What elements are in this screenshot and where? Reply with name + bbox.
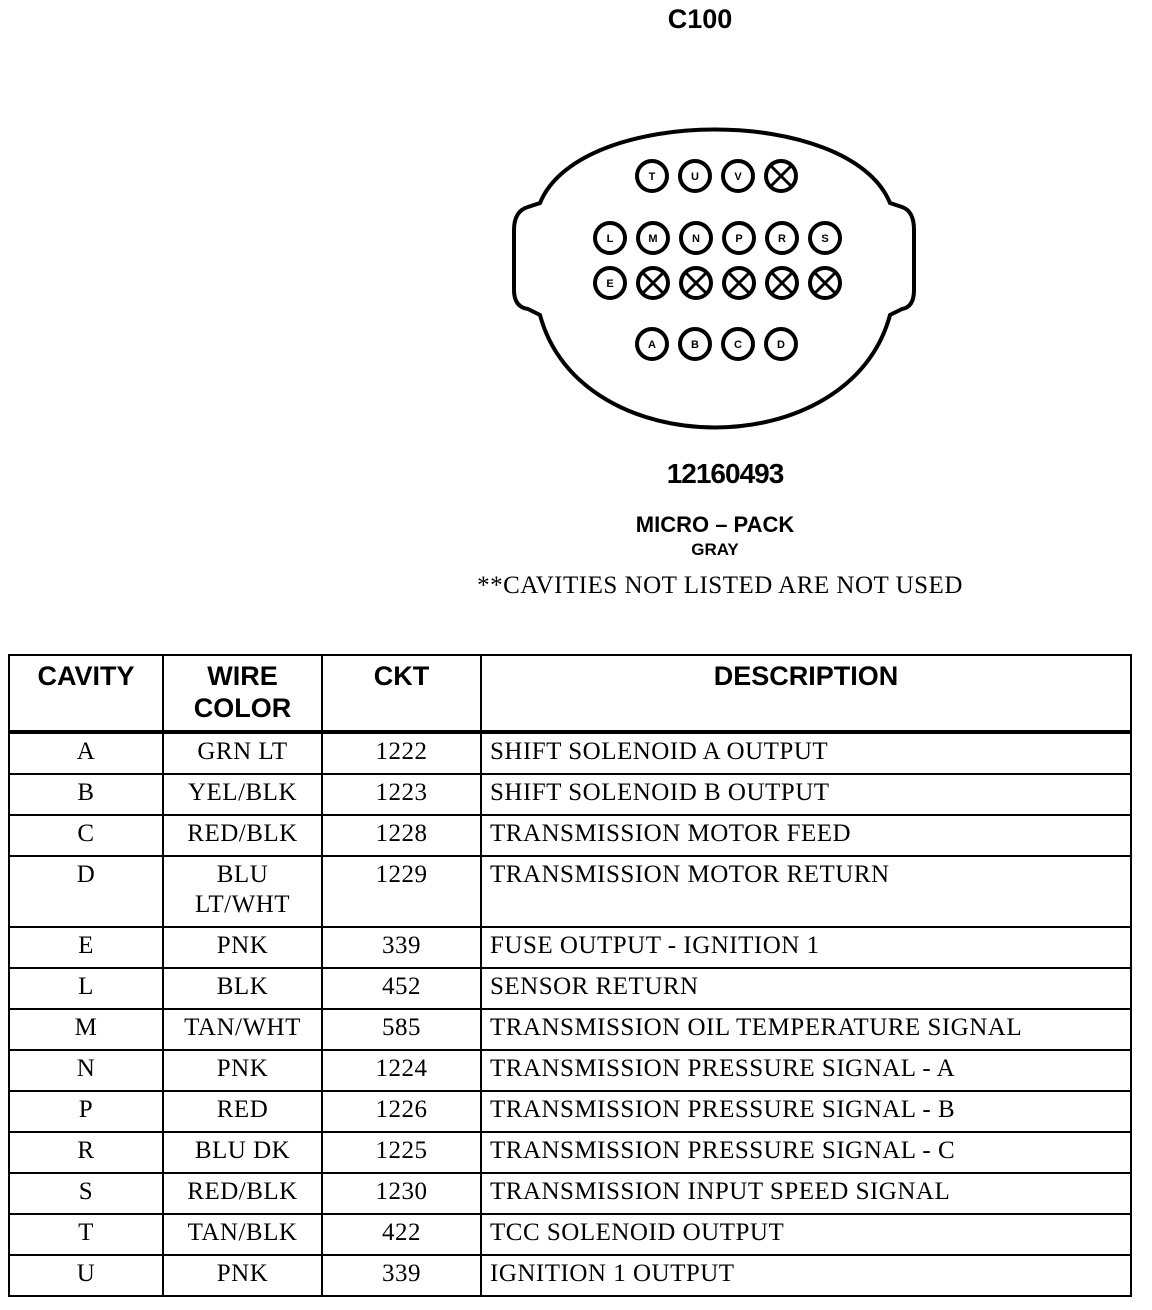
pin-label: N bbox=[692, 233, 700, 245]
pin-label: E bbox=[606, 278, 614, 290]
wire-color-cell: GRN LT bbox=[163, 732, 322, 774]
wire-color-cell: BLU DK bbox=[163, 1132, 322, 1173]
connector-color: GRAY bbox=[691, 540, 739, 559]
table-header-row bbox=[9, 655, 1131, 732]
cavity-cell: N bbox=[9, 1050, 163, 1091]
pin-grid bbox=[595, 161, 840, 359]
wire-color-cell: BLU LT/WHT bbox=[163, 856, 322, 927]
pin-label: P bbox=[735, 233, 743, 245]
wire-color-cell: TAN/WHT bbox=[163, 1009, 322, 1050]
cavity-cell: A bbox=[9, 732, 163, 774]
description-cell: TRANSMISSION PRESSURE SIGNAL - B bbox=[481, 1091, 1131, 1132]
table-row bbox=[9, 968, 1131, 1009]
ckt-cell: 422 bbox=[322, 1214, 481, 1255]
pin-label: U bbox=[691, 171, 699, 183]
cavity-cell: R bbox=[9, 1132, 163, 1173]
description-cell: TRANSMISSION OIL TEMPERATURE SIGNAL bbox=[481, 1009, 1131, 1050]
description-cell: SENSOR RETURN bbox=[481, 968, 1131, 1009]
header-color: COLOR bbox=[193, 693, 292, 723]
connector-outline bbox=[514, 130, 914, 428]
ckt-cell: 1228 bbox=[322, 815, 481, 856]
table-row bbox=[9, 732, 1131, 774]
header-wire: WIRE bbox=[207, 661, 278, 691]
connector-title: C100 bbox=[667, 4, 733, 34]
pin-label: M bbox=[648, 233, 658, 245]
pin-label: L bbox=[606, 233, 614, 245]
table-row bbox=[9, 1091, 1131, 1132]
wire-color-cell: RED/BLK bbox=[163, 1173, 322, 1214]
cavity-table bbox=[8, 654, 1132, 1297]
ckt-cell: 585 bbox=[322, 1009, 481, 1050]
table-row bbox=[9, 1050, 1131, 1091]
ckt-cell: 1224 bbox=[322, 1050, 481, 1091]
pin-label: T bbox=[648, 171, 656, 183]
ckt-cell: 339 bbox=[322, 927, 481, 968]
cavity-cell: D bbox=[9, 856, 163, 927]
cavity-cell: B bbox=[9, 774, 163, 815]
cavity-cell: M bbox=[9, 1009, 163, 1050]
description-cell: TRANSMISSION MOTOR RETURN bbox=[481, 856, 1131, 927]
pin-label: R bbox=[778, 233, 786, 245]
ckt-cell: 1223 bbox=[322, 774, 481, 815]
cavity-cell: L bbox=[9, 968, 163, 1009]
wire-color-cell: PNK bbox=[163, 1050, 322, 1091]
table-row bbox=[9, 856, 1131, 927]
connector-type: MICRO – PACK bbox=[635, 512, 795, 537]
wire-color-cell: PNK bbox=[163, 1255, 322, 1296]
cavity-cell: S bbox=[9, 1173, 163, 1214]
pin-label: S bbox=[821, 233, 829, 245]
pin-label: A bbox=[648, 339, 656, 351]
cavity-cell: U bbox=[9, 1255, 163, 1296]
ckt-cell: 452 bbox=[322, 968, 481, 1009]
wire-color-cell: PNK bbox=[163, 927, 322, 968]
ckt-cell: 1230 bbox=[322, 1173, 481, 1214]
wire-color-cell: BLK bbox=[163, 968, 322, 1009]
table-row bbox=[9, 774, 1131, 815]
description-cell: IGNITION 1 OUTPUT bbox=[481, 1255, 1131, 1296]
description-cell: TCC SOLENOID OUTPUT bbox=[481, 1214, 1131, 1255]
ckt-cell: 1229 bbox=[322, 856, 481, 927]
header-wire-color bbox=[163, 655, 322, 732]
table-row bbox=[9, 815, 1131, 856]
table-row bbox=[9, 1214, 1131, 1255]
wire-color-cell: TAN/BLK bbox=[163, 1214, 322, 1255]
ckt-cell: 1225 bbox=[322, 1132, 481, 1173]
description-cell: SHIFT SOLENOID A OUTPUT bbox=[481, 732, 1131, 774]
ckt-cell: 1226 bbox=[322, 1091, 481, 1132]
cavity-cell: T bbox=[9, 1214, 163, 1255]
table-row bbox=[9, 927, 1131, 968]
cavity-cell: C bbox=[9, 815, 163, 856]
header-description: DESCRIPTION bbox=[481, 655, 1131, 732]
description-cell: TRANSMISSION PRESSURE SIGNAL - A bbox=[481, 1050, 1131, 1091]
header-ckt: CKT bbox=[322, 655, 481, 732]
header-cavity: CAVITY bbox=[9, 655, 163, 732]
connector-face-diagram bbox=[500, 85, 930, 450]
ckt-cell: 339 bbox=[322, 1255, 481, 1296]
description-cell: TRANSMISSION INPUT SPEED SIGNAL bbox=[481, 1173, 1131, 1214]
pin-label: V bbox=[734, 171, 742, 183]
ckt-cell: 1222 bbox=[322, 732, 481, 774]
wire-color-cell: RED/BLK bbox=[163, 815, 322, 856]
description-cell: TRANSMISSION MOTOR FEED bbox=[481, 815, 1131, 856]
wire-color-cell: RED bbox=[163, 1091, 322, 1132]
pin-label: D bbox=[777, 339, 785, 351]
description-cell: SHIFT SOLENOID B OUTPUT bbox=[481, 774, 1131, 815]
wire-color-cell: YEL/BLK bbox=[163, 774, 322, 815]
description-cell: FUSE OUTPUT - IGNITION 1 bbox=[481, 927, 1131, 968]
unused-cavities-note: **CAVITIES NOT LISTED ARE NOT USED bbox=[477, 572, 963, 599]
cavity-cell: P bbox=[9, 1091, 163, 1132]
table-row bbox=[9, 1132, 1131, 1173]
table-row bbox=[9, 1173, 1131, 1214]
description-cell: TRANSMISSION PRESSURE SIGNAL - C bbox=[481, 1132, 1131, 1173]
cavity-cell: E bbox=[9, 927, 163, 968]
table-row bbox=[9, 1009, 1131, 1050]
table-row bbox=[9, 1255, 1131, 1296]
pin-label: C bbox=[734, 339, 742, 351]
part-number: 12160493 bbox=[666, 458, 784, 489]
pin-label: B bbox=[691, 339, 699, 351]
